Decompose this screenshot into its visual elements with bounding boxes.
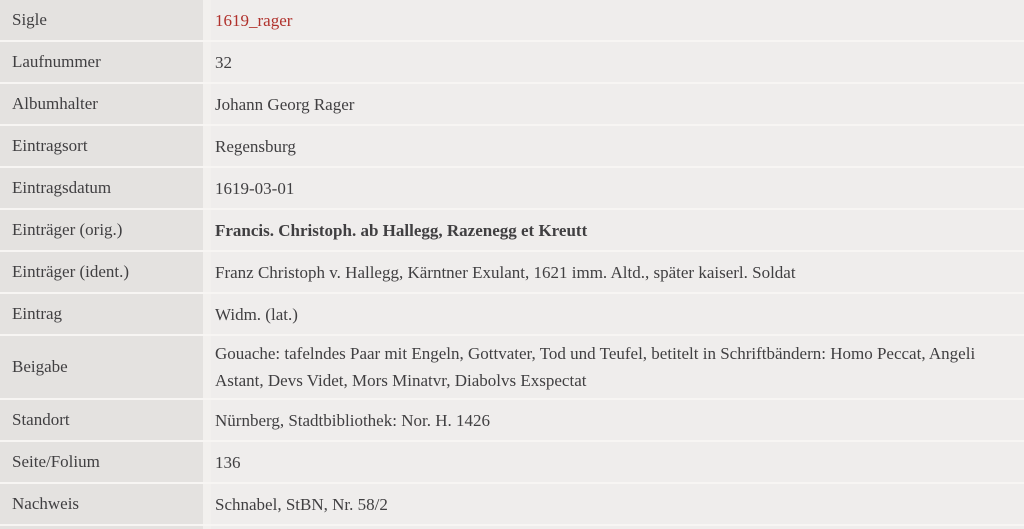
- row-sigle: [0, 0, 1024, 42]
- field-value-eintragsort: Regensburg: [211, 126, 1024, 166]
- column-gutter: [203, 168, 211, 208]
- column-gutter: [203, 442, 211, 482]
- column-gutter: [203, 0, 211, 40]
- field-value-eintraeger-ident: Franz Christoph v. Hallegg, Kärntner Exulant, 1621 imm. Altd., später kaiserl. Soldat: [211, 252, 1024, 292]
- row-seite-folium: [0, 442, 1024, 484]
- field-value-eintrag: Widm. (lat.): [211, 294, 1024, 334]
- field-label-eintraeger-orig: Einträger (orig.): [0, 210, 203, 250]
- field-value-sigle: [211, 0, 1024, 40]
- column-gutter: [203, 42, 211, 82]
- field-label-eintraeger-ident: Einträger (ident.): [0, 252, 203, 292]
- field-label-albumhalter: Albumhalter: [0, 84, 203, 124]
- field-label-beigabe: Beigabe: [0, 336, 203, 398]
- field-value-eintraeger-orig: Francis. Christoph. ab Hallegg, Razenegg et Kreutt: [211, 210, 1024, 250]
- row-eintragsort: [0, 126, 1024, 168]
- row-beigabe: [0, 336, 1024, 400]
- column-gutter: [203, 126, 211, 166]
- column-gutter: [203, 336, 211, 398]
- row-eintraeger-ident: [0, 252, 1024, 294]
- row-eintragsdatum: [0, 168, 1024, 210]
- field-label-eintragsort: Eintragsort: [0, 126, 203, 166]
- field-value-eintragsdatum: 1619-03-01: [211, 168, 1024, 208]
- row-eintrag: [0, 294, 1024, 336]
- field-value-seite-folium: 136: [211, 442, 1024, 482]
- field-label-standort: Standort: [0, 400, 203, 440]
- row-albumhalter: [0, 84, 1024, 126]
- row-eintraeger-orig: [0, 210, 1024, 252]
- field-label-eintragsdatum: Eintragsdatum: [0, 168, 203, 208]
- row-nachweis: [0, 484, 1024, 526]
- sigle-link[interactable]: 1619_rager: [215, 10, 293, 30]
- field-label-nachweis: Nachweis: [0, 484, 203, 524]
- column-gutter: [203, 252, 211, 292]
- field-value-laufnummer: 32: [211, 42, 1024, 82]
- field-label-sigle: Sigle: [0, 0, 203, 40]
- field-value-nachweis: Schnabel, StBN, Nr. 58/2: [211, 484, 1024, 524]
- column-gutter: [203, 484, 211, 524]
- field-value-albumhalter: Johann Georg Rager: [211, 84, 1024, 124]
- field-label-laufnummer: Laufnummer: [0, 42, 203, 82]
- column-gutter: [203, 400, 211, 440]
- field-value-standort: Nürnberg, Stadtbibliothek: Nor. H. 1426: [211, 400, 1024, 440]
- row-standort: [0, 400, 1024, 442]
- row-laufnummer: [0, 42, 1024, 84]
- field-value-beigabe: Gouache: tafelndes Paar mit Engeln, Gottvater, Tod und Teufel, betitelt in Schriftbändern: Homo Peccat, Angeli Astant, Devs Videt, Mors Minatvr, Diabolvs Exspectat: [211, 336, 1024, 398]
- field-label-seite-folium: Seite/Folium: [0, 442, 203, 482]
- field-label-eintrag: Eintrag: [0, 294, 203, 334]
- column-gutter: [203, 294, 211, 334]
- column-gutter: [203, 84, 211, 124]
- column-gutter: [203, 210, 211, 250]
